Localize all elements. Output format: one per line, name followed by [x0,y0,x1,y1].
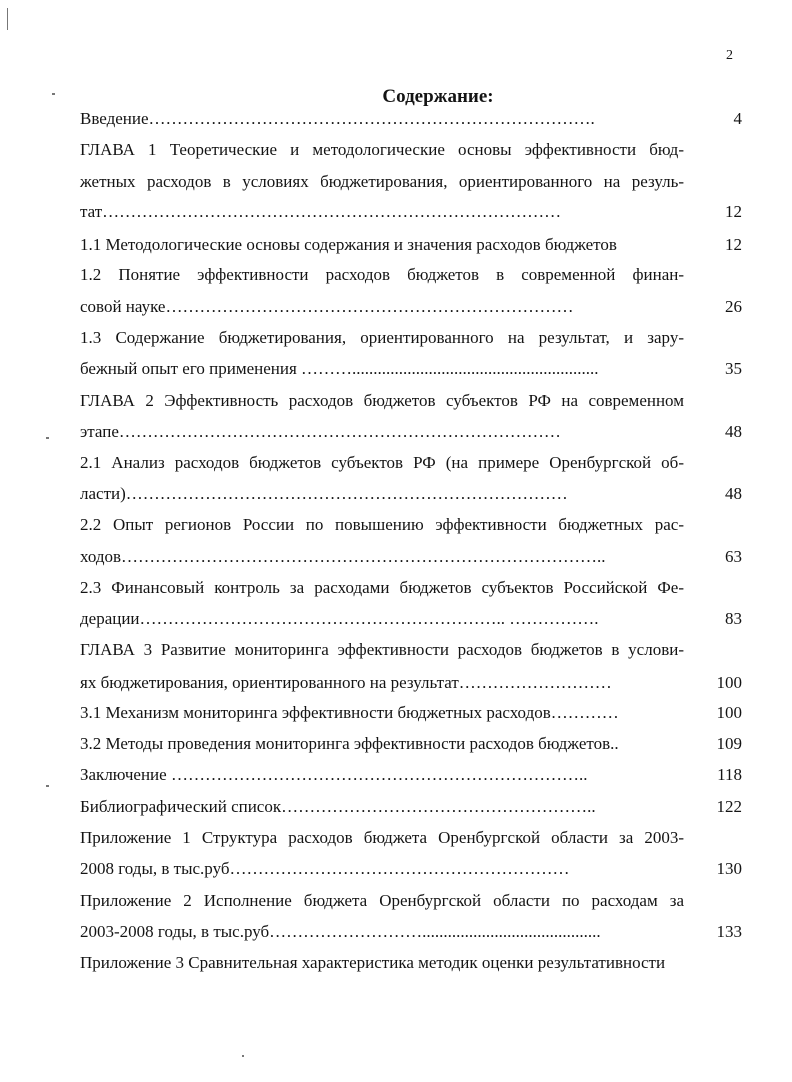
toc-page-number: 35 [725,359,742,378]
toc-page-number: 122 [716,797,742,816]
toc-line: ях бюджетирования, ориентированного на результат……………………… [80,673,612,692]
toc-line: 1.1 Методологические основы содержания и значения расходов бюджетов [80,235,617,254]
toc-line: тат……………………………………………………………………… [80,202,562,221]
toc-line: ГЛАВА 1 Теоретические и методологические основы эффективности бюд- [80,140,684,159]
toc-line: Приложение 3 Сравнительная характеристика методик оценки результативности [80,953,666,972]
toc-line: Библиографический список……………………………………………….. [80,797,596,816]
toc-line: 3.1 Механизм мониторинга эффективности бюджетных расходов………… [80,703,619,722]
toc-line: Заключение ……………………………………………………………….. [80,765,588,784]
toc-page-number: 4 [733,109,742,128]
toc-line: этапе…………………………………………………………………… [80,422,561,441]
scan-mark [46,437,49,439]
toc-line: ГЛАВА 2 Эффективность расходов бюджетов субъектов РФ на современном [80,391,684,410]
toc-line: ходов………………………………………………………………………….. [80,547,606,566]
toc-page-number: 100 [716,703,742,722]
toc-line: жетных расходов в условиях бюджетирования, ориентированного на резуль- [80,172,684,191]
scan-mark [242,1055,244,1057]
toc-page-number: 83 [725,609,742,628]
toc-line: 2.3 Финансовый контроль за расходами бюджетов субъектов Российской Фе- [80,578,684,597]
scan-mark [7,8,8,30]
toc-line: дерации……………………………………………………….. ……………. [80,609,599,628]
toc-line: Приложение 1 Структура расходов бюджета Оренбургской области за 2003- [80,828,684,847]
toc-page-number: 63 [725,547,742,566]
toc-line: Приложение 2 Исполнение бюджета Оренбургской области по расходам за [80,891,684,910]
toc-page-number: 12 [725,235,742,254]
toc-page-number: 118 [717,765,742,784]
scan-mark [52,93,55,95]
toc-line: Введение……………………………………………………………………. [80,109,595,128]
toc-page-number: 130 [716,859,742,878]
toc-page-number: 100 [716,673,742,692]
toc-line: 1.2 Понятие эффективности расходов бюджетов в современной финан- [80,265,684,284]
page-title: Содержание: [382,86,494,107]
scan-mark [46,785,49,787]
toc-page-number: 12 [725,202,742,221]
toc-line: 2003-2008 годы, в тыс.руб……………………….......................................... [80,922,601,941]
toc-line: бежный опыт его применения ……….......................................................... [80,359,599,378]
toc-line: 1.3 Содержание бюджетирования, ориентированного на результат, и зару- [80,328,684,347]
toc-line: совой науке……………………………………………………………… [80,297,574,316]
toc-line: 2.1 Анализ расходов бюджетов субъектов РФ (на примере Оренбургской об- [80,453,684,472]
toc-line: ГЛАВА 3 Развитие мониторинга эффективности расходов бюджетов в услови- [80,640,684,659]
toc-line: ласти)…………………………………………………………………… [80,484,568,503]
toc-line: 2.2 Опыт регионов России по повышению эффективности бюджетных рас- [80,515,684,534]
toc-page-number: 48 [725,422,742,441]
toc-page-number: 26 [725,297,742,316]
toc-line: 3.2 Методы проведения мониторинга эффективности расходов бюджетов.. [80,734,619,753]
page-number: 2 [726,48,733,63]
toc-page-number: 48 [725,484,742,503]
toc-line: 2008 годы, в тыс.руб…………………………………………………… [80,859,570,878]
toc-page-number: 109 [716,734,742,753]
toc-page-number: 133 [716,922,742,941]
